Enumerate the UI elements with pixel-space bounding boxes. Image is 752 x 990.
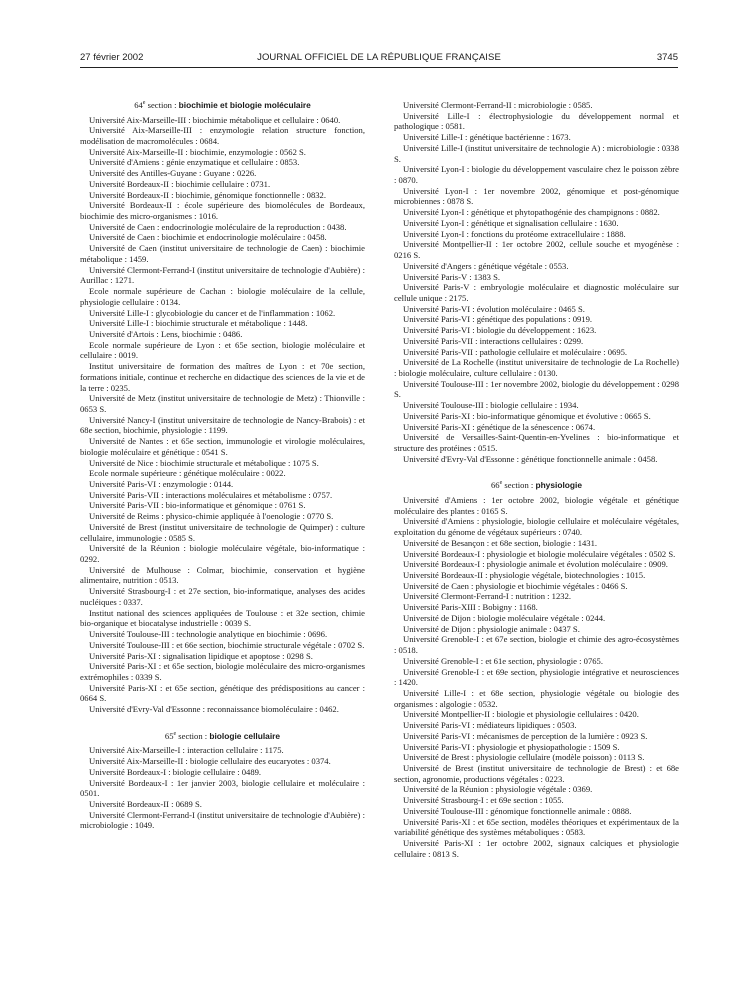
list-entry: Université Paris-XI : 1er octobre 2002, signaux calciques et physiologie cellulaire : 0813 S.: [394, 838, 679, 859]
list-entry: Université Paris-VI : médiateurs lipidiques : 0503.: [403, 720, 577, 731]
list-entry: Université Paris-VII : pathologie cellulaire et moléculaire : 0695.: [403, 346, 628, 357]
list-entry: Université Lyon-I : génétique et phytopathogénie des champignons : 0882.: [403, 207, 660, 218]
list-entry: Université Aix-Marseille-II : biologie cellulaire des eucaryotes : 0374.: [89, 756, 331, 767]
list-entry: Université de Metz (institut universitaire de technologie de Metz) : Thionville : 0653 S.: [80, 393, 365, 414]
list-entry: Université de la Réunion : physiologie végétale : 0369.: [403, 784, 593, 795]
list-entry: Université Paris-VII : interactions cellulaires : 0299.: [403, 335, 584, 346]
list-entry: Université des Antilles-Guyane : Guyane : 0226.: [89, 168, 257, 179]
list-entry: Université Strasbourg-I : et 27e section, bio-informatique, analyses des acides nucléiques : 0337.: [80, 586, 365, 607]
list-entry: Université d'Evry-Val d'Essonne : génétique fonctionnelle animale : 0458.: [403, 453, 658, 464]
right-column: [394, 100, 679, 859]
list-entry: Université Grenoble-I : et 67e section, biologie et chimie des agro-écosystèmes : 0518.: [394, 634, 679, 656]
list-entry: Université Paris-VII : interactions moléculaires et métabolisme : 0757.: [89, 489, 333, 500]
section-heading-65: 65e section : biologie cellulaire: [164, 730, 281, 741]
list-entry: Université Lyon-I : biologie du développement vasculaire chez le poisson zèbre : 0870.: [394, 164, 679, 186]
list-entry: Université Paris-V : 1383 S.: [403, 271, 500, 282]
list-entry: Ecole normale supérieure de Cachan : biologie moléculaire de la cellule, physiologie cellulaire : 0134.: [80, 286, 365, 307]
list-entry: Université Bordeaux-I : biologie cellulaire : 0489.: [89, 766, 262, 777]
list-entry: Université de Versailles-Saint-Quentin-en-Yvelines : bio-informatique et structure des protéines : 0515.: [394, 432, 679, 453]
list-entry: Université Lille-I : glycobiologie du cancer et de l'inflammation : 1062.: [89, 307, 336, 318]
list-entry: Université Lyon-I : génétique et signalisation cellulaire : 1630.: [403, 217, 619, 228]
list-entry: Université de La Rochelle (institut universitaire de technologie de La Rochelle) : biologie moléculaire, culture cellulaire : 0130.: [394, 357, 679, 378]
list-entry: Université Bordeaux-II : 0689 S.: [89, 799, 202, 809]
list-entry: Université de Brest (institut universitaire de technologie de Brest) : et 68e section, agronomie, productions végétales : 0223.: [394, 762, 679, 784]
list-entry: Université Paris-XI : et 65e section, modèles théoriques et expérimentaux de la variabilité génétique des systèmes métaboliques : 0583.: [394, 816, 679, 838]
header-rule: [80, 67, 678, 68]
list-entry: Université Paris-V : embryologie moléculaire et diagnostic moléculaire sur cellule unique : 2175.: [394, 282, 679, 303]
list-entry: Université de Nice : biochimie structurale et métabolique : 1075 S.: [89, 457, 319, 468]
list-entry: Université Toulouse-III : et 66e section, biochimie structurale végétale : 0702 S.: [89, 639, 365, 650]
page-header: [80, 52, 678, 66]
list-entry: Université Paris-XI : bio-informatique génomique et évolutive : 0665 S.: [403, 410, 651, 421]
list-entry: Université Paris-XI : et 65e section, génétique des prédispositions au cancer : 0664 S.: [80, 682, 365, 704]
list-entry: Université de Brest : physiologie cellulaire (modèle poisson) : 0113 S.: [403, 752, 645, 763]
list-entry: Institut national des sciences appliquées de Toulouse : et 32e section, chimie bio-organique et biocatalyse industrielle : 0039 S.: [80, 607, 365, 629]
section-65-list: [80, 745, 365, 831]
list-entry: Université Bordeaux-II : biochimie cellulaire : 0731.: [89, 178, 271, 189]
section-64-list: [80, 115, 365, 715]
list-entry: Université Bordeaux-I : physiologie et biologie moléculaire végétales : 0502 S.: [403, 548, 676, 559]
list-entry: Université Paris-VI : enzymologie : 0144.: [89, 479, 234, 490]
section-66-list: [394, 495, 679, 859]
list-entry: Institut universitaire de formation des maîtres de Lyon : et 70e section, formations initiale, continue et recherche en didactique des sciences de la vie et de la terre : 0235.: [80, 361, 365, 393]
list-entry: Université Grenoble-I : et 69e section, physiologie intégrative et neurosciences : 1420.: [394, 666, 679, 688]
list-entry: Ecole normale supérieure de Lyon : et 65e section, biologie moléculaire et cellulaire : 0019.: [80, 339, 365, 361]
list-entry: Université Strasbourg-I : et 69e section : 1055.: [403, 795, 564, 806]
list-entry: Université Toulouse-III : technologie analytique en biochimie : 0696.: [89, 629, 328, 640]
list-entry: Université Bordeaux-II : école supérieure des biomolécules de Bordeaux, biochimie des micro-organismes : 1016.: [80, 200, 365, 222]
list-entry: Université Grenoble-I : et 61e section, physiologie : 0765.: [403, 655, 603, 666]
list-entry: Université Paris-XI : signalisation lipidique et apoptose : 0298 S.: [89, 650, 313, 661]
list-entry: Université de Caen (institut universitaire de technologie de Caen) : biochimie métabolique : 1459.: [80, 243, 365, 264]
list-entry: Université Clermont-Ferrand-I (institut universitaire de technologie d'Aubière) : microbiologie : 1049.: [80, 809, 365, 831]
list-entry: Université Paris-XI : génétique de la sénescence : 0674.: [403, 421, 596, 432]
list-entry: Université Toulouse-III : génomique fonctionnelle animale : 0888.: [403, 805, 632, 816]
list-entry: Université Paris-VI : génétique des populations : 0919.: [403, 314, 593, 325]
list-entry: Université de Nantes : et 65e section, immunologie et virologie moléculaires, biologie moléculaire et génétique : 0541 S.: [80, 436, 365, 457]
list-entry: Université d'Angers : génétique végétale : 0553.: [403, 260, 569, 271]
list-entry: Université d'Amiens : 1er octobre 2002, biologie végétale et génétique moléculaire des plantes : 0165 S.: [394, 495, 679, 516]
header-date: 27 février 2002: [80, 52, 144, 63]
list-entry: Université de la Réunion : biologie moléculaire végétale, bio-informatique : 0292.: [80, 543, 365, 565]
list-entry: Université d'Amiens : génie enzymatique et cellulaire : 0853.: [89, 157, 300, 168]
list-entry: Université de Dijon : biologie moléculaire végétale : 0244.: [403, 612, 606, 623]
list-entry: Université Paris-VII : bio-informatique et génomique : 0761 S.: [89, 500, 306, 511]
header-title: JOURNAL OFFICIEL DE LA RÉPUBLIQUE FRANÇAISE: [257, 52, 501, 63]
page-number: 3745: [656, 52, 678, 63]
list-entry: Université Bordeaux-I : 1er janvier 2003, biologie cellulaire et moléculaire : 0501.: [80, 777, 365, 799]
list-entry: Université Clermont-Ferrand-I : nutrition : 1232.: [403, 591, 572, 602]
list-entry: Université de Reims : physico-chimie appliquée à l'oenologie : 0770 S.: [89, 511, 334, 522]
list-entry: Université d'Artois : Lens, biochimie : 0486.: [89, 328, 243, 339]
list-entry: Université Montpellier-II : 1er octobre 2002, cellule souche et myogénèse : 0216 S.: [394, 239, 679, 261]
list-entry: Université de Mulhouse : Colmar, biochimie, conservation et hygiène alimentaire, nutrition : 0513.: [80, 564, 365, 586]
list-entry: Université de Caen : physiologie et biochimie végétales : 0466 S.: [403, 580, 628, 591]
list-entry: Université de Dijon : physiologie animale : 0437 S.: [403, 623, 580, 634]
list-entry: Université Aix-Marseille-III : enzymologie relation structure fonction, modélisation de macromolécules : 0684.: [80, 125, 365, 147]
list-entry: Université Paris-VI : physiologie et physiopathologie : 1509 S.: [403, 741, 620, 752]
list-entry: Université Lyon-I : fonctions du protéome extracellulaire : 1888.: [403, 228, 626, 239]
list-entry: Ecole normale supérieure : génétique moléculaire : 0022.: [89, 468, 286, 479]
section-65-list-continued: [394, 100, 679, 464]
list-entry: Université Bordeaux-II : physiologie végétale, biotechnologies : 1015.: [403, 570, 646, 581]
section-heading-66: 66e section : physiologie: [491, 480, 582, 491]
list-entry: Université Clermont-Ferrand-II : microbiologie : 0585.: [403, 100, 593, 110]
list-entry: Université Lille-I (institut universitaire de technologie A) : microbiologie : 0338 S.: [394, 142, 679, 164]
list-entry: Université de Brest (institut universitaire de technologie de Quimper) : culture cellulaire, immunologie : 0585 S.: [80, 521, 365, 543]
list-entry: Université Bordeaux-I : physiologie animale et évolution moléculaire : 0909.: [403, 559, 668, 570]
list-entry: Université Toulouse-III : 1er novembre 2002, biologie du développement : 0298 S.: [394, 378, 679, 400]
list-entry: Université de Besançon : et 68e section, biologie : 1431.: [403, 537, 598, 548]
list-entry: Université Toulouse-III : biologie cellulaire : 1934.: [403, 400, 579, 411]
list-entry: Université Nancy-I (institut universitaire de technologie de Nancy-Brabois) : et 68e section, biochimie, physiologie : 1199.: [80, 414, 365, 436]
list-entry: Université d'Evry-Val d'Essonne : reconnaissance biomoléculaire : 0462.: [89, 704, 339, 715]
list-entry: Université Aix-Marseille-II : biochimie, enzymologie : 0562 S.: [89, 146, 306, 157]
list-entry: Université Lille-I : et 68e section, physiologie végétale ou biologie des organismes : algologie : 0532.: [394, 687, 679, 709]
left-column: [80, 98, 365, 831]
list-entry: Université Lille-I : biochimie structurale et métabolique : 1448.: [89, 318, 308, 329]
list-entry: Université Lille-I : génétique bactérienne : 1673.: [403, 132, 571, 143]
section-heading-64: 64e section : biochimie et biologie moléculaire: [134, 99, 311, 110]
list-entry: Université Paris-VI : biologie du développement : 1623.: [403, 325, 597, 336]
list-entry: Université Lyon-I : 1er novembre 2002, génomique et post-génomique microbiennes : 0878 S.: [394, 185, 679, 207]
list-entry: Université Aix-Marseille-I : interaction cellulaire : 1175.: [89, 745, 284, 756]
list-entry: Université Bordeaux-II : biochimie, génomique fonctionnelle : 0832.: [89, 189, 326, 200]
list-entry: Université de Caen : biochimie et endocrinologie moléculaire : 0458.: [89, 232, 327, 243]
list-entry: Université d'Amiens : physiologie, biologie cellulaire et moléculaire végétales, exploitation du génome de végétaux supérieurs : 0740.: [394, 516, 679, 538]
list-entry: Université Aix-Marseille-III : biochimie métabolique et cellulaire : 0640.: [89, 114, 341, 125]
list-entry: Université Clermont-Ferrand-I (institut universitaire de technologie d'Aubière) : Aurillac : 1271.: [80, 264, 365, 286]
list-entry: Université Paris-XIII : Bobigny : 1168.: [403, 602, 538, 613]
list-entry: Université Paris-VI : évolution moléculaire : 0465 S.: [403, 303, 585, 314]
list-entry: Université Lille-I : électrophysiologie du développement normal et pathologique : 0581.: [394, 110, 679, 132]
list-entry: Université Paris-VI : mécanismes de perception de la lumière : 0923 S.: [403, 730, 648, 741]
list-entry: Université de Caen : endocrinologie moléculaire de la reproduction : 0438.: [89, 221, 347, 232]
list-entry: Université Paris-XI : et 65e section, biologie moléculaire des micro-organismes extrémophiles : 0339 S.: [80, 661, 365, 682]
list-entry: Université Montpellier-II : biologie et physiologie cellulaires : 0420.: [403, 709, 639, 720]
